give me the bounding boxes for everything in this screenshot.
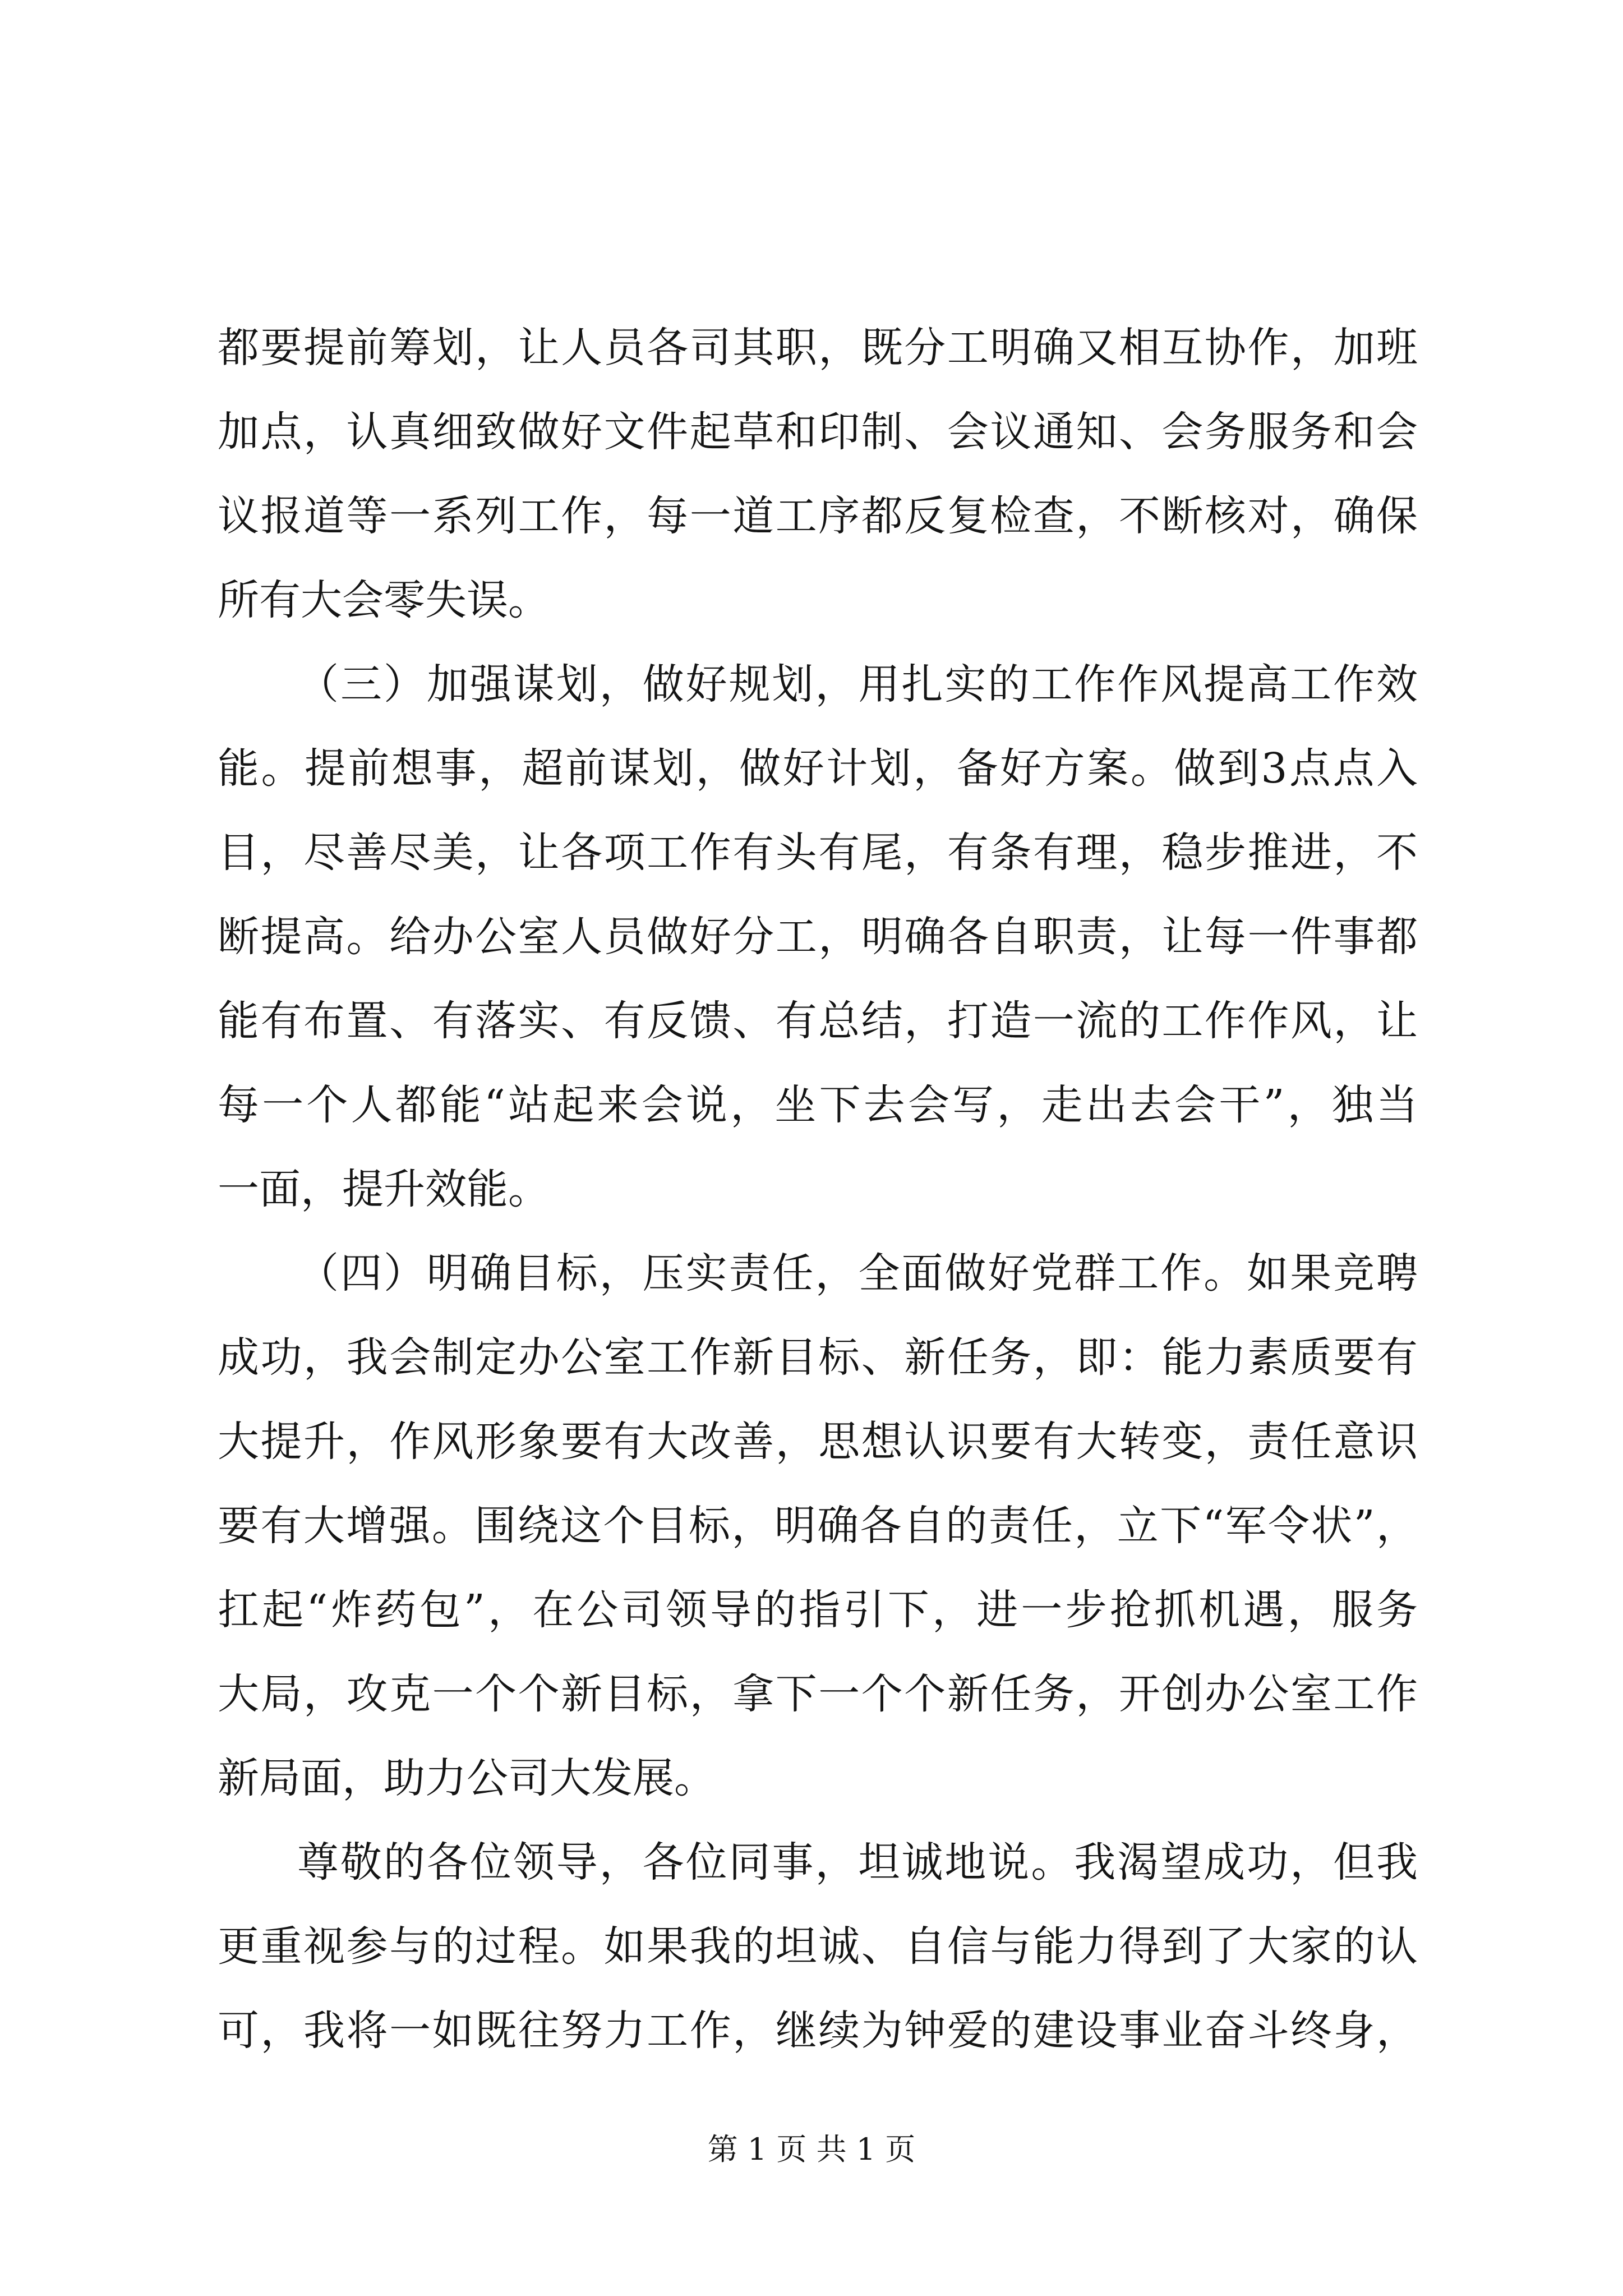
text-line: 能有布置、有落实、有反馈、有总结，打造一流的工作作风，让 [218,997,1418,1045]
text-line: 每一个人都能“站起来会说，坐下去会写，走出去会干”，独当 [218,1081,1418,1129]
text-line: 断提高。给办公室人员做好分工，明确各自职责，让每一件事都 [218,913,1418,961]
text-line: 都要提前筹划，让人员各司其职，既分工明确又相互协作，加班 [218,324,1418,372]
page-number-footer: 第 1 页 共 1 页 [707,2132,916,2167]
text-line: 一面，提升效能。 [218,1165,550,1213]
document-body [218,306,1418,2073]
text-line: 目，尽善尽美，让各项工作有头有尾，有条有理，稳步推进，不 [218,829,1418,877]
text-line: 扛起“炸药包”，在公司领导的指引下，进一步抢抓机遇，服务 [218,1586,1418,1634]
paragraph-start-line: （三）加强谋划，做好规划，用扎实的工作作风提高工作效 [297,660,1418,708]
text-line: 所有大会零失误。 [218,576,550,624]
text-line: 要有大增强。围绕这个目标，明确各自的责任，立下“军令状”， [218,1502,1418,1550]
text-line: 更重视参与的过程。如果我的坦诚、自信与能力得到了大家的认 [218,1922,1418,1971]
text-line: 议报道等一系列工作，每一道工序都反复检查，不断核对，确保 [218,492,1418,540]
text-line: 新局面，助力公司大发展。 [218,1754,716,1802]
text-line: 大局，攻克一个个新目标，拿下一个个新任务，开创办公室工作 [218,1670,1418,1718]
text-line: 成功，我会制定办公室工作新目标、新任务，即：能力素质要有 [218,1333,1418,1382]
text-line: 加点，认真细致做好文件起草和印制、会议通知、会务服务和会 [218,408,1418,456]
paragraph-start-line: （四）明确目标，压实责任，全面做好党群工作。如果竞聘 [297,1249,1418,1297]
text-line: 大提升，作风形象要有大改善，思想认识要有大转变，责任意识 [218,1418,1418,1466]
text-line: 能。提前想事，超前谋划，做好计划，备好方案。做到3点点入 [218,744,1418,793]
text-line: 可，我将一如既往努力工作，继续为钟爱的建设事业奋斗终身， [218,2007,1418,2055]
paragraph-start-line: 尊敬的各位领导，各位同事，坦诚地说。我渴望成功，但我 [297,1838,1418,1887]
